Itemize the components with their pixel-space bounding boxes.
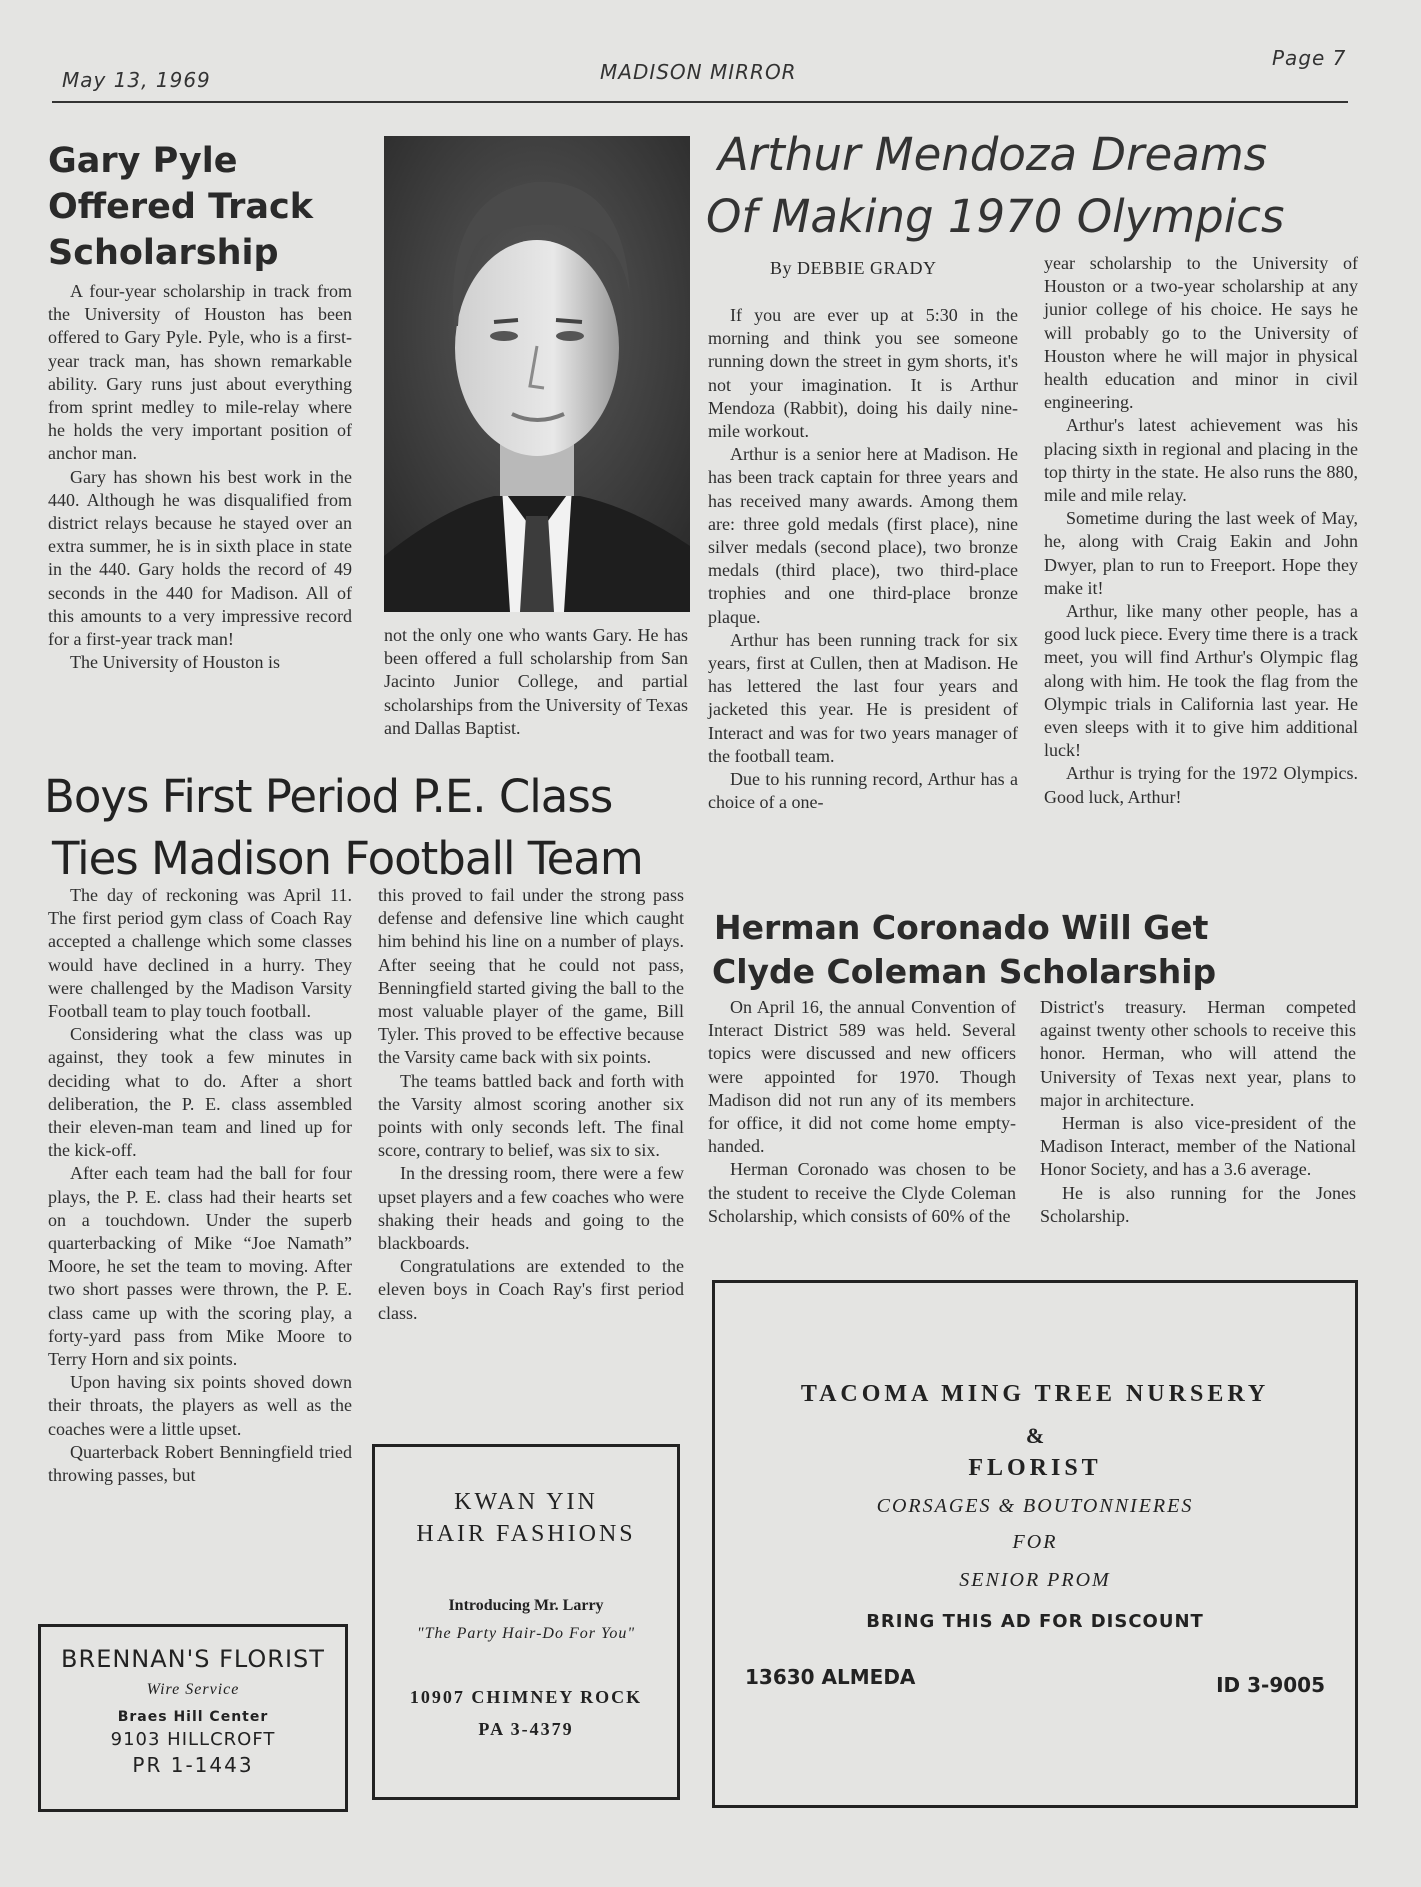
herman-col2: District's treasury. Herman competed against twenty other schools to receive this honor. Herman, who will attend the University of Texas next year, plans to major in architecture. Herman is also vice-president of the Madison Interact, member of the National Honor Society, and has a 3.6 average. He is also running for the Jones Scholarship. (1040, 997, 1356, 1226)
kwan-tagline: "The Party Hair-Do For You" (416, 1625, 636, 1642)
brennan-address: 9103 HILLCROFT (110, 1729, 276, 1750)
portrait-image (384, 136, 690, 612)
tacoma-line4: FOR (1012, 1531, 1058, 1553)
herman-headline: Herman Coronado Will Get Clyde Coleman Scholarship (712, 908, 1217, 991)
header-rule (52, 101, 1348, 103)
kwan-address: 10907 CHIMNEY ROCK (409, 1687, 643, 1707)
page-number: Page 7 (1272, 46, 1347, 70)
tacoma-line1: TACOMA MING TREE NURSERY (800, 1381, 1270, 1407)
tacoma-nursery-ad (712, 1280, 1358, 1808)
herman-col1: On April 16, the annual Convention of Interact District 589 was held. Several topics were discussed and new officers were appointed for 1970. Though Madison did not run any of its members for office, it did not come home empty-handed. Herman Coronado was chosen to be the student to receive the Clyde Coleman Scholarship, which consists of 60% of the (708, 997, 1016, 1226)
brennan-phone: PR 1-1443 (132, 1753, 254, 1777)
gary-pyle-photo (384, 136, 690, 612)
tacoma-phone: ID 3-9005 (1216, 1673, 1325, 1697)
tacoma-amp: & (1025, 1423, 1045, 1448)
tacoma-line3: CORSAGES & BOUTONNIERES (876, 1495, 1194, 1517)
tacoma-line2: FLORIST (968, 1455, 1102, 1481)
issue-date: May 13, 1969 (62, 68, 211, 92)
tacoma-address: 13630 ALMEDA (745, 1665, 916, 1689)
brennan-center: Braes Hill Center (117, 1709, 269, 1725)
tacoma-line6: BRING THIS AD FOR DISCOUNT (866, 1611, 1204, 1632)
kwan-phone: PA 3-4379 (478, 1719, 574, 1739)
arthur-byline: By DEBBIE GRADY (770, 258, 937, 278)
kwan-line2: HAIR FASHIONS (416, 1521, 636, 1547)
gary-col1: A four-year scholarship in track from the University of Houston has been offered to Gary Pyle. Pyle, who is a first-year track man, has shown remarkable ability. Gary runs just about everything from sprint medley to mile-relay where he holds the very important position of anchor man. Gary has shown his best work in the 440. Although he was disqualified from district relays because he stayed over an extra summer, he is in sixth place in state in the 440. Gary holds the record of 49 seconds in the 440 for Madison. All of this amounts to a very impressive record for a first-year track man! The University of Houston is (48, 281, 352, 673)
arthur-headline: Arthur Mendoza Dreams Of Making 1970 Olympics (706, 128, 1285, 243)
pe-col1: The day of reckoning was April 11. The first period gym class of Coach Ray accepted a challenge which some classes would have declined in a hurry. They were challenged by the Madison Varsity Football team to play touch football. Considering what the class was up against, they took a few minutes in deciding what to do. After a short deliberation, the P. E. class assembled their eleven-man team and lined up for the kick-off. After each team had the ball for four plays, the P. E. class had their hearts set on a touchdown. Under the superb quarterbacking of Mike “Joe Namath” Moore, he set the team to moving. After two short passes were thrown, the P. E. class came up with the scoring play, a forty-yard pass from Mike Moore to Terry Horn and six points. Upon having six points shoved down their throats, the players as well as the coaches were a little upset. Quarterback Robert Benningfield tried throwing passes, but (48, 885, 352, 1486)
arthur-col2: year scholarship to the University of Houston or a two-year scholarship at any junior college of his choice. He says he will probably go to the University of Houston where he will major in physical health education and minor in civil engineering. Arthur's latest achievement was his placing sixth in regional and placing in the top thirty in the state. He also runs the 880, mile and mile relay. Sometime during the last week of May, he, along with Craig Eakin and John Dwyer, plan to run to Freeport. Hope they make it! Arthur, like many other people, has a good luck piece. Every time there is a track meet, you will find Arthur's Olympic flag along with him. He took the flag from the Olympic trials in California last year. He even sleeps with it to give him additional luck! Arthur is trying for the 1972 Olympics. Good luck, Arthur! (1044, 253, 1358, 807)
pe-headline: Boys First Period P.E. Class Ties Madison Football Team (44, 770, 643, 885)
gary-col2: not the only one who wants Gary. He has been offered a full scholarship from San Jacinto Junior College, and partial scholarships from the University of Texas and Dallas Baptist. (384, 625, 688, 738)
gary-headline: Gary Pyle Offered Track Scholarship (48, 141, 314, 273)
arthur-col1: If you are ever up at 5:30 in the morning and think you see someone running down the street in gym shorts, it's not your imagination. It is Arthur Mendoza (Rabbit), doing his daily nine-mile workout. Arthur is a senior here at Madison. He has been track captain for three years and has received many awards. Among them are: three gold medals (first place), nine silver medals (second place), two bronze medals (third place), two third-place trophies and one third-place bronze plaque. Arthur has been running track for six years, first at Cullen, then at Madison. He has lettered the last four years and jacketed this year. He is president of Interact and was for two years manager of the football team. Due to his running record, Arthur has a choice of a one- (708, 305, 1018, 813)
tacoma-line5: SENIOR PROM (959, 1569, 1111, 1591)
pe-col2: this proved to fail under the strong pass defense and defensive line which caught him behind his line on a number of plays. After seeing that he could not pass, Benningfield started giving the ball to the most valuable player of the game, Bill Tyler. This proved to be effective because the Varsity came back with six points. The teams battled back and forth with the Varsity almost scoring another six points with only seconds left. The final score, contrary to belief, was six to six. In the dressing room, there were a few upset players and a few coaches who were shaking their heads and going to the blackboards. Congratulations are extended to the eleven boys in Coach Ray's first period class. (378, 885, 684, 1323)
brennans-florist-ad (38, 1624, 348, 1812)
brennan-name: BRENNAN'S FLORIST (61, 1645, 325, 1673)
paper-name: MADISON MIRROR (600, 60, 797, 84)
kwan-intro: Introducing Mr. Larry (448, 1597, 604, 1614)
brennan-service: Wire Service (146, 1681, 240, 1698)
kwan-yin-ad (372, 1444, 680, 1800)
kwan-line1: KWAN YIN (454, 1489, 598, 1515)
